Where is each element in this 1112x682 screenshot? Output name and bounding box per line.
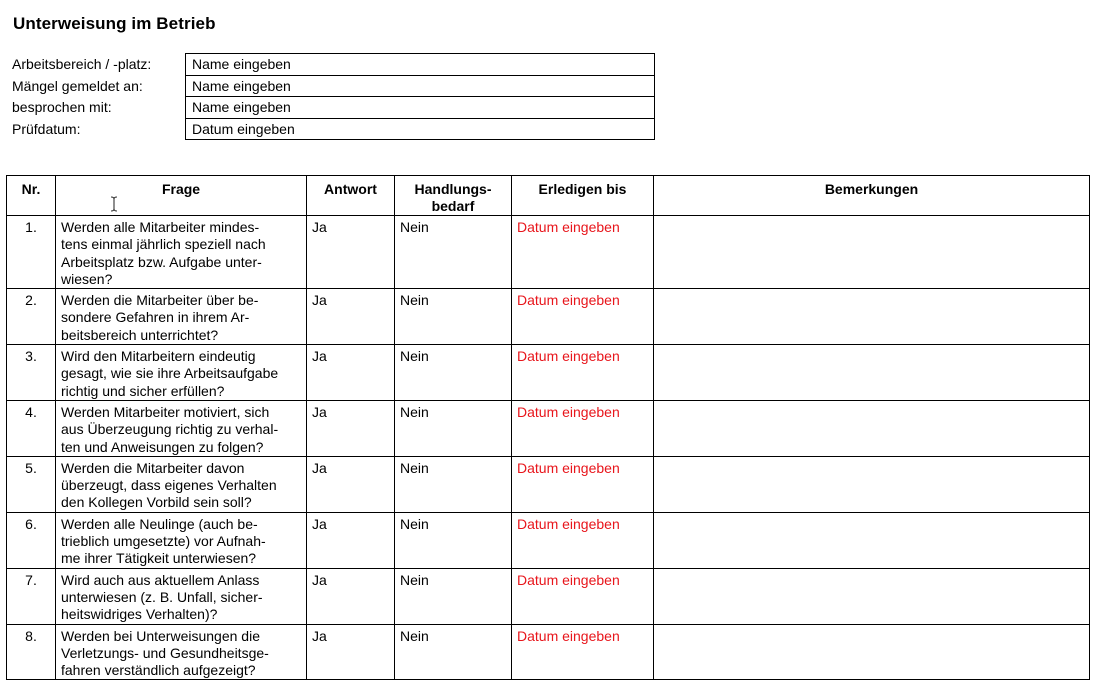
question-line: trieblich umgesetzte) vor Aufnah- bbox=[61, 533, 266, 550]
header-handlungsbedarf bbox=[395, 176, 512, 216]
table-row bbox=[7, 512, 1090, 568]
remarks-field[interactable] bbox=[654, 400, 1090, 456]
answer-dropdown[interactable]: Ja bbox=[307, 216, 395, 289]
question-line: Wird den Mitarbeitern eindeutig bbox=[61, 348, 256, 365]
action-needed-dropdown[interactable]: Nein bbox=[395, 512, 512, 568]
header-frage: Frage bbox=[56, 176, 307, 216]
answer-dropdown[interactable]: Ja bbox=[307, 400, 395, 456]
due-date-field[interactable]: Datum eingeben bbox=[512, 345, 654, 401]
question-cell bbox=[56, 512, 307, 568]
table-row bbox=[7, 400, 1090, 456]
answer-dropdown[interactable]: Ja bbox=[307, 512, 395, 568]
question-line: Werden alle Neulinge (auch be- bbox=[61, 515, 258, 532]
question-cell bbox=[56, 216, 307, 289]
maengel-gemeldet-field[interactable]: Name eingeben bbox=[186, 76, 654, 98]
table-row bbox=[7, 568, 1090, 624]
page-title: Unterweisung im Betrieb bbox=[13, 14, 216, 33]
answer-dropdown[interactable]: Ja bbox=[307, 345, 395, 401]
answer-dropdown[interactable]: Ja bbox=[307, 456, 395, 512]
remarks-field[interactable] bbox=[654, 512, 1090, 568]
table-header-row bbox=[7, 176, 1090, 216]
action-needed-dropdown[interactable]: Nein bbox=[395, 400, 512, 456]
row-number: 5. bbox=[7, 456, 56, 512]
question-cell bbox=[56, 345, 307, 401]
answer-dropdown[interactable]: Ja bbox=[307, 624, 395, 680]
question-line: richtig und sicher erfüllen? bbox=[61, 382, 225, 399]
header-handlungsbedarf-line2: bedarf bbox=[431, 198, 475, 214]
arbeitsbereich-field[interactable]: Name eingeben bbox=[186, 54, 654, 76]
question-line: unterwiesen (z. B. Unfall, sicher- bbox=[61, 588, 263, 605]
question-line: Werden die Mitarbeiter davon bbox=[61, 459, 245, 476]
header-handlungsbedarf-line1: Handlungs- bbox=[414, 181, 492, 197]
header-erledigen-bis: Erledigen bis bbox=[512, 176, 654, 216]
due-date-field[interactable]: Datum eingeben bbox=[512, 216, 654, 289]
question-cell bbox=[56, 624, 307, 680]
question-line: wiesen? bbox=[61, 270, 113, 287]
table-row bbox=[7, 289, 1090, 345]
meta-label-besprochen: besprochen mit: bbox=[12, 99, 112, 115]
row-number: 6. bbox=[7, 512, 56, 568]
row-number: 1. bbox=[7, 216, 56, 289]
header-antwort: Antwort bbox=[307, 176, 395, 216]
question-line: fahren verständlich aufgezeigt? bbox=[61, 662, 256, 679]
action-needed-dropdown[interactable]: Nein bbox=[395, 216, 512, 289]
due-date-field[interactable]: Datum eingeben bbox=[512, 400, 654, 456]
due-date-field[interactable]: Datum eingeben bbox=[512, 512, 654, 568]
action-needed-dropdown[interactable]: Nein bbox=[395, 456, 512, 512]
checklist-table bbox=[6, 175, 1090, 680]
action-needed-dropdown[interactable]: Nein bbox=[395, 624, 512, 680]
row-number: 7. bbox=[7, 568, 56, 624]
remarks-field[interactable] bbox=[654, 456, 1090, 512]
header-bemerkungen: Bemerkungen bbox=[654, 176, 1090, 216]
answer-dropdown[interactable]: Ja bbox=[307, 289, 395, 345]
text-cursor-icon bbox=[109, 196, 119, 212]
question-line: Verletzungs- und Gesundheitsge- bbox=[61, 644, 269, 661]
table-row bbox=[7, 216, 1090, 289]
action-needed-dropdown[interactable]: Nein bbox=[395, 345, 512, 401]
question-line: tens einmal jährlich speziell nach bbox=[61, 236, 266, 253]
row-number: 2. bbox=[7, 289, 56, 345]
question-cell bbox=[56, 568, 307, 624]
question-line: heitswidriges Verhalten)? bbox=[61, 606, 218, 623]
question-line: Arbeitsplatz bzw. Aufgabe unter- bbox=[61, 253, 262, 270]
question-cell bbox=[56, 400, 307, 456]
question-line: gesagt, wie sie ihre Arbeitsaufgabe bbox=[61, 365, 279, 382]
besprochen-mit-field[interactable]: Name eingeben bbox=[186, 97, 654, 119]
question-line: sondere Gefahren in ihrem Ar- bbox=[61, 309, 250, 326]
question-cell bbox=[56, 456, 307, 512]
question-line: beitsbereich unterrichtet? bbox=[61, 326, 219, 343]
due-date-field[interactable]: Datum eingeben bbox=[512, 624, 654, 680]
meta-labels bbox=[12, 54, 151, 140]
question-line: Werden alle Mitarbeiter mindes- bbox=[61, 219, 260, 235]
row-number: 3. bbox=[7, 345, 56, 401]
row-number: 8. bbox=[7, 624, 56, 680]
header-nr: Nr. bbox=[7, 176, 56, 216]
meta-label-arbeitsbereich: Arbeitsbereich / -platz: bbox=[12, 56, 152, 72]
remarks-field[interactable] bbox=[654, 216, 1090, 289]
question-line: Werden Mitarbeiter motiviert, sich bbox=[61, 403, 270, 420]
row-number: 4. bbox=[7, 400, 56, 456]
meta-label-pruefdatum: Prüfdatum: bbox=[12, 120, 81, 137]
pruefdatum-field[interactable]: Datum eingeben bbox=[192, 120, 295, 137]
meta-fields-box bbox=[185, 53, 655, 140]
meta-label-maengel: Mängel gemeldet an: bbox=[12, 77, 143, 94]
question-line: me ihrer Tätigkeit unterwiesen? bbox=[61, 550, 257, 567]
table-row bbox=[7, 624, 1090, 680]
question-cell bbox=[56, 289, 307, 345]
question-line: Wird auch aus aktuellem Anlass bbox=[61, 571, 260, 588]
remarks-field[interactable] bbox=[654, 345, 1090, 401]
remarks-field[interactable] bbox=[654, 289, 1090, 345]
question-line: aus Überzeugung richtig zu verhal- bbox=[61, 421, 279, 438]
remarks-field[interactable] bbox=[654, 568, 1090, 624]
table-row bbox=[7, 456, 1090, 512]
due-date-field[interactable]: Datum eingeben bbox=[512, 568, 654, 624]
question-line: den Kollegen Vorbild sein soll? bbox=[61, 494, 252, 511]
due-date-field[interactable]: Datum eingeben bbox=[512, 289, 654, 345]
question-line: ten und Anweisungen zu folgen? bbox=[61, 438, 264, 455]
action-needed-dropdown[interactable]: Nein bbox=[395, 289, 512, 345]
action-needed-dropdown[interactable]: Nein bbox=[395, 568, 512, 624]
question-line: überzeugt, dass eigenes Verhalten bbox=[61, 477, 277, 494]
question-line: Werden die Mitarbeiter über be- bbox=[61, 292, 259, 309]
answer-dropdown[interactable]: Ja bbox=[307, 568, 395, 624]
remarks-field[interactable] bbox=[654, 624, 1090, 680]
table-row bbox=[7, 345, 1090, 401]
due-date-field[interactable]: Datum eingeben bbox=[512, 456, 654, 512]
question-line: Werden bei Unterweisungen die bbox=[61, 627, 260, 644]
